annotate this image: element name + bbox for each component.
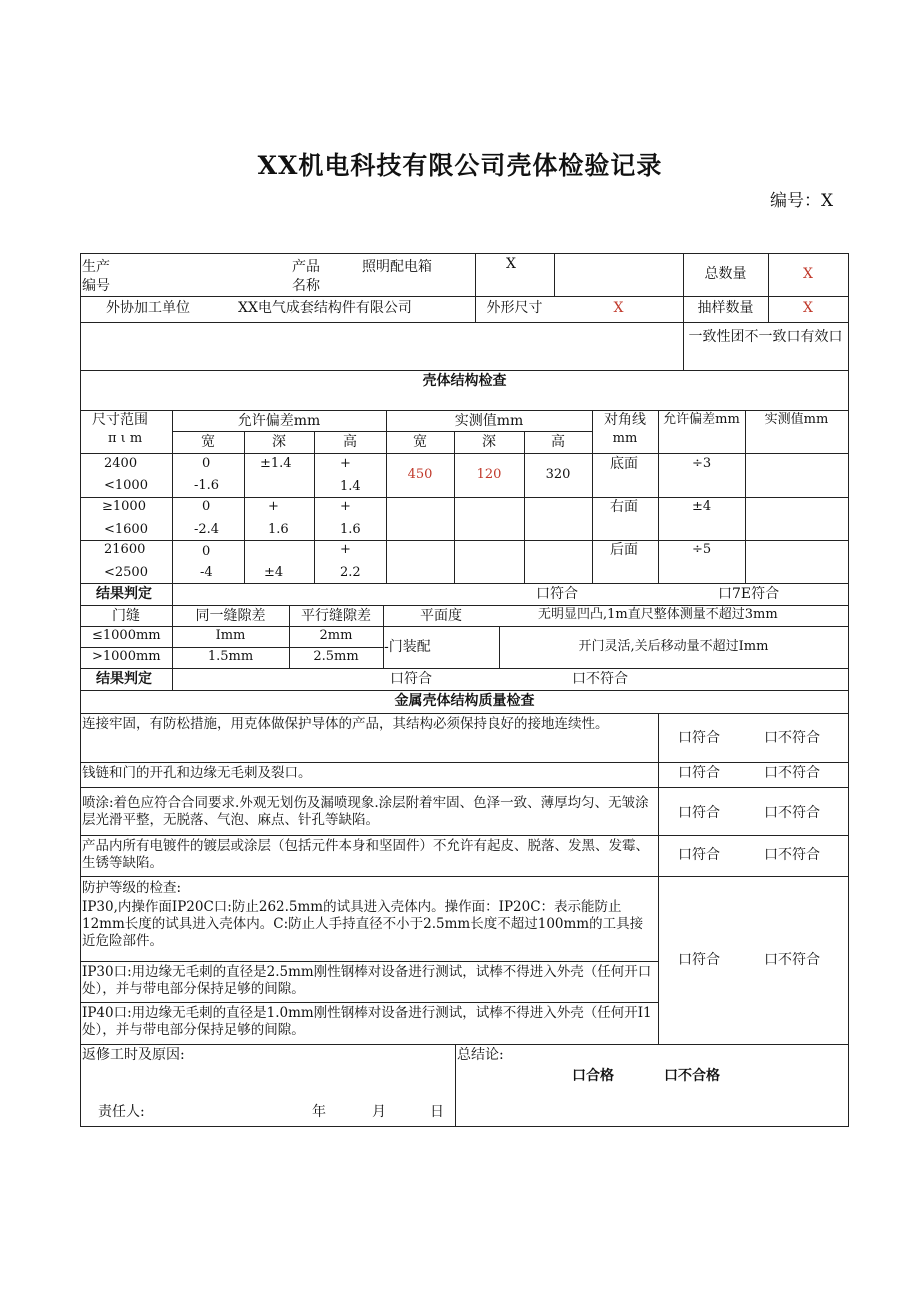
tol-width-upper: 0 — [202, 456, 211, 471]
protection-ip30: IP30口:用边缘无毛刺的直径是2.5mm刚性钢棒对设备进行测试，试棒不得进入外壳（任何开口处），并与带电部分保持足够的间隙。 — [82, 964, 652, 997]
diagonal-tolerance: ÷3 — [692, 456, 712, 471]
total-quantity-value: X — [803, 266, 813, 282]
product-name-value: 照明配电箱 — [362, 259, 432, 275]
protection-pass[interactable]: 口符合 — [678, 952, 720, 968]
subcontract-unit-value: XX电气成套结构件有限公司 — [238, 300, 412, 316]
unqualified-option[interactable]: 口不合格 — [664, 1068, 720, 1084]
metal-item-plating: 产品内所有电镀件的镀层或涂层（包括元件本身和坚固件）不允许有起皮、脱落、发黑、发霉、生锈等缺陷。 — [82, 838, 649, 871]
tol-height: 1.4 — [340, 479, 361, 494]
tol-depth-sign: + — [268, 499, 279, 514]
rework-label: 返修工时及原因: — [82, 1047, 185, 1063]
protection-grade-heading: 防护等级的检查: — [82, 880, 182, 896]
door-range-2: >1000mm — [92, 649, 161, 664]
tol-depth-header: 深 — [272, 434, 286, 450]
tol-height-sign: + — [340, 542, 351, 557]
tol-depth: ±1.4 — [260, 456, 292, 471]
outer-size-value: X — [613, 300, 624, 316]
measured-header: 实测值mm — [454, 413, 524, 429]
range-to: <2500 — [104, 565, 148, 580]
total-quantity-label: 总数量 — [704, 266, 747, 282]
product-name-label-2: 名称 — [292, 278, 320, 294]
meas-height-header: 高 — [551, 434, 565, 450]
range-from: 21600 — [104, 542, 146, 557]
tol-height: 1.6 — [340, 522, 361, 537]
shell-result-label: 结果判定 — [96, 586, 152, 602]
meas-width-header: 宽 — [413, 434, 427, 450]
door-range-1: ≤1000mm — [92, 628, 161, 643]
metal-section-title: 金属壳体结构质量检查 — [394, 693, 535, 709]
protection-ip20c: IP30,内操作面IP20C口:防止262.5mm的试具进入壳体内。操作面：IP20C：表示能防止12mm长度的试具进入壳体内。C:防止人手持直径不小于2.5mm长度不超过100mm的工具接近危险部件。 — [82, 899, 644, 949]
plating-fail[interactable]: 口不符合 — [764, 847, 820, 863]
qualified-option[interactable]: 口合格 — [572, 1068, 614, 1084]
range-from: 2400 — [104, 456, 138, 471]
door-gap-label: 门缝 — [112, 608, 140, 624]
measured-width: 450 — [407, 467, 433, 482]
metal-item-grounding: 连接牢固，有防松措施，用克体做保护导体的产品，其结构必须保持良好的接地连续性。 — [82, 716, 609, 732]
flatness-header: 平面度 — [420, 608, 462, 624]
measured-height: 320 — [545, 467, 571, 482]
month-label: 月 — [372, 1104, 386, 1120]
door-result-pass[interactable]: 口符合 — [390, 671, 432, 687]
shell-result-fail[interactable]: 口7E符合 — [718, 586, 780, 602]
diagonal-tolerance: ÷5 — [692, 542, 712, 557]
tol-width-upper: 0 — [202, 499, 211, 514]
tol-height-header: 高 — [343, 434, 357, 450]
meas-depth-header: 深 — [482, 434, 496, 450]
responsible-label: 责任人: — [98, 1104, 145, 1120]
door-assembly-requirement: 开门灵活,关后移动量不超过Imm — [578, 639, 769, 654]
diagonal-tolerance: ±4 — [692, 499, 712, 514]
tol-width-lower: -1.6 — [194, 478, 220, 493]
tol-height-sign: + — [340, 499, 351, 514]
range-from: ≥1000 — [102, 499, 146, 514]
diagonal-measured-header: 实测值mm — [764, 412, 829, 427]
tol-height: 2.2 — [340, 565, 361, 580]
tol-width-header: 宽 — [201, 434, 215, 450]
diagonal-face: 底面 — [610, 456, 638, 472]
diagonal-face: 后面 — [610, 542, 638, 558]
door-result-fail[interactable]: 口不符合 — [572, 671, 628, 687]
door-assembly-label: -门装配 — [384, 639, 431, 655]
same-gap-2: 1.5mm — [207, 649, 254, 664]
year-label: 年 — [312, 1104, 326, 1120]
x-value: X — [506, 256, 516, 272]
protection-fail[interactable]: 口不符合 — [764, 952, 820, 968]
size-range-unit: π ι m — [108, 431, 143, 446]
tol-depth: 1.6 — [268, 522, 289, 537]
hinge-fail[interactable]: 口不符合 — [764, 765, 820, 781]
tol-depth: ±4 — [264, 565, 284, 580]
coating-fail[interactable]: 口不符合 — [764, 805, 820, 821]
shell-result-pass[interactable]: 口符合 — [536, 586, 578, 602]
tolerance-header: 允许偏差mm — [237, 413, 321, 429]
plating-pass[interactable]: 口符合 — [678, 847, 720, 863]
parallel-gap-header: 平行缝隙差 — [301, 608, 371, 624]
tol-width-upper: 0 — [202, 544, 211, 559]
diagonal-header: 对角线 — [604, 412, 646, 428]
range-to: <1600 — [104, 522, 148, 537]
day-label: 日 — [430, 1104, 444, 1120]
measured-depth: 120 — [476, 467, 502, 482]
product-name-label: 产品 — [292, 259, 320, 275]
range-to: <1000 — [104, 478, 148, 493]
protection-ip40: IP40口:用边缘无毛刺的直径是1.0mm刚性钢棒对设备进行测试，试棒不得进入外壳（任何开I1处），并与带电部分保持足够的间隙。 — [82, 1005, 652, 1038]
metal-item-hinge: 钱链和门的开孔和边缘无毛刺及裂口。 — [82, 765, 312, 781]
size-range-label: 尺寸范围 — [92, 412, 148, 428]
metal-item-coating: 喷涂:着色应符合合同要求.外观无划伤及漏喷现象.涂层附着牢固、色泽一致、薄厚均匀、无皱涂层光滑平整，无脱落、气泡、麻点、针孔等缺陷。 — [82, 795, 649, 828]
production-number-label: 生产 — [82, 259, 110, 275]
tol-width-lower: -2.4 — [194, 522, 220, 537]
outer-size-label: 外形尺寸 — [486, 300, 543, 316]
conclusion-label: 总结论: — [457, 1047, 504, 1063]
subcontract-unit-label: 外协加工单位 — [106, 300, 190, 316]
parallel-gap-2: 2.5mm — [313, 649, 359, 664]
tol-height-sign: + — [340, 456, 351, 471]
diagonal-unit: mm — [612, 431, 638, 446]
sample-quantity-label: 抽样数量 — [697, 300, 754, 316]
shell-section-title: 壳体结构检查 — [422, 373, 507, 389]
production-number-label-2: 编号 — [82, 278, 110, 294]
hinge-pass[interactable]: 口符合 — [678, 765, 720, 781]
diagonal-face: 右面 — [610, 499, 638, 515]
parallel-gap-1: 2mm — [319, 628, 353, 643]
document-number: 编号：X — [770, 191, 834, 211]
coating-pass[interactable]: 口符合 — [678, 805, 720, 821]
tol-width-lower: -4 — [200, 565, 213, 580]
document-title: XX机电科技有限公司壳体检验记录 — [257, 151, 663, 180]
grounding-fail[interactable]: 口不符合 — [764, 730, 820, 746]
consistency-check: 一致性团不一致口有效口 — [688, 329, 843, 345]
diagonal-tolerance-header: 允许偏差mm — [663, 412, 740, 427]
grounding-pass[interactable]: 口符合 — [678, 730, 720, 746]
sample-quantity-value: X — [803, 300, 813, 316]
same-gap-header: 同一缝隙差 — [195, 608, 266, 624]
same-gap-1: Imm — [215, 628, 246, 643]
flatness-requirement: 无明显凹凸,1m直尺整体测量不超过3mm — [538, 607, 778, 622]
door-result-label: 结果判定 — [96, 671, 152, 687]
